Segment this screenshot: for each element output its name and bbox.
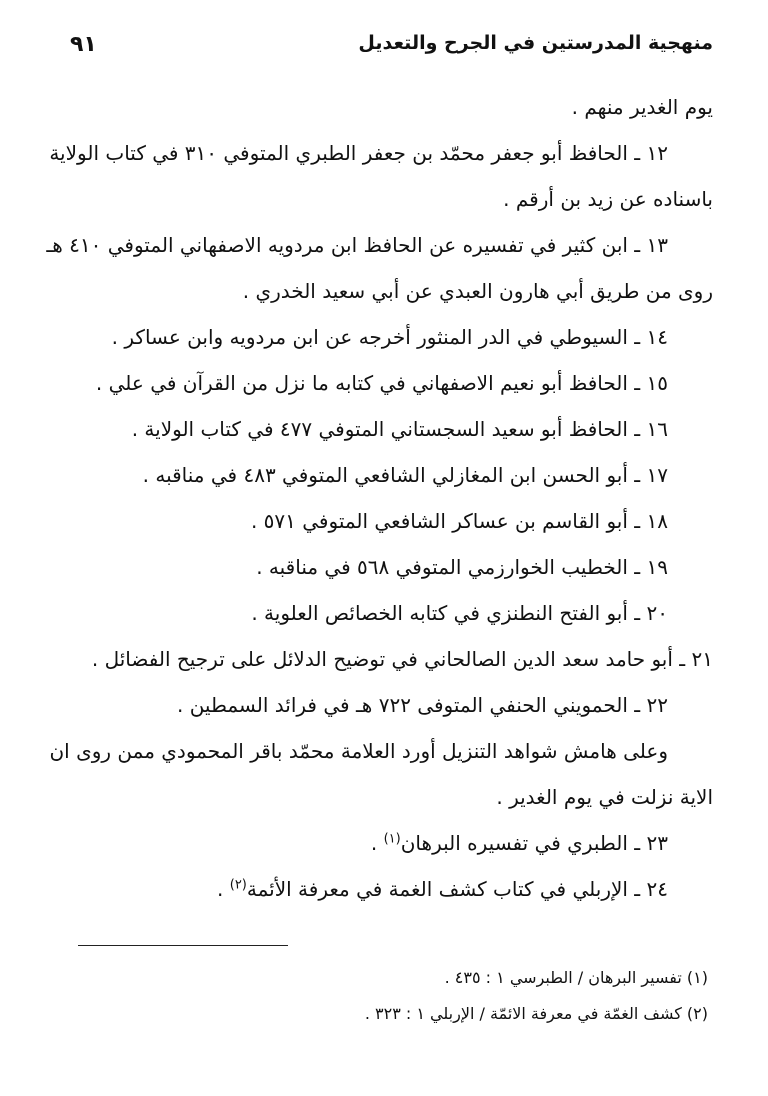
footnote: (٢) كشف الغمّة في معرفة الائمّة / الإربلي ١ : ٣٢٣ . [364,1004,708,1023]
page-header [70,32,713,62]
footnote-divider [78,945,288,946]
text-line: وعلى هامش شواهد التنزيل أورد العلامة محمّد باقر المحمودي ممن روى ان [49,739,668,763]
footnote-ref[interactable]: (١) [383,831,401,847]
text-line: ١٢ ـ الحافظ أبو جعفر محمّد بن جعفر الطبري المتوفي ٣١٠ في كتاب الولاية [49,141,668,165]
text-line: يوم الغدير منهم . [571,95,713,119]
page-number: ٩١ [70,32,97,57]
list-item: ٢٠ ـ أبو الفتح النطنزي في كتابه الخصائص العلوية . [251,601,668,625]
list-item: ١٥ ـ الحافظ أبو نعيم الاصفهاني في كتابه ما نزل من القرآن في علي . [95,371,668,395]
footnotes [70,960,708,1032]
sentence-end: . [217,877,224,901]
list-item [70,866,713,912]
list-item: ٢٢ ـ الحمويني الحنفي المتوفى ٧٢٢ هـ في فرائد السمطين . [176,693,668,717]
body-text [46,84,713,912]
sentence-end: . [370,831,378,855]
text-line: ١٣ ـ ابن كثير في تفسيره عن الحافظ ابن مردويه الاصفهاني المتوفي ٤١٠ هـ [46,233,668,257]
text-line: روى من طريق أبي هارون العبدي عن أبي سعيد الخدري . [242,279,713,303]
footnote: (١) تفسير البرهان / الطبرسي ١ : ٤٣٥ . [444,968,708,987]
list-item: ١٦ ـ الحافظ أبو سعيد السجستاني المتوفي ٤٧٧ في كتاب الولاية . [131,417,668,441]
list-item: ٢١ ـ أبو حامد سعد الدين الصالحاني في توضيح الدلائل على ترجيح الفضائل . [91,647,713,671]
running-title: منهجية المدرستين في الجرح والتعديل [358,32,713,54]
text-line: باسناده عن زيد بن أرقم . [503,187,713,211]
list-item [70,820,713,866]
list-item: ١٤ ـ السيوطي في الدر المنثور أخرجه عن ابن مردويه وابن عساكر . [111,325,668,349]
list-item: ١٩ ـ الخطيب الخوارزمي المتوفي ٥٦٨ في مناقبه . [256,555,668,579]
list-item-text: ٢٣ ـ الطبري في تفسيره البرهان [400,831,668,855]
text-line: الاية نزلت في يوم الغدير . [496,785,713,809]
list-item-text: ٢٤ ـ الإربلي في كتاب كشف الغمة في معرفة الأئمة [246,877,668,901]
list-item: ١٨ ـ أبو القاسم بن عساكر الشافعي المتوفي ٥٧١ . [250,509,668,533]
footnote-ref[interactable]: (٢) [229,877,247,893]
list-item: ١٧ ـ أبو الحسن ابن المغازلي الشافعي المتوفي ٤٨٣ في مناقبه . [142,463,668,487]
